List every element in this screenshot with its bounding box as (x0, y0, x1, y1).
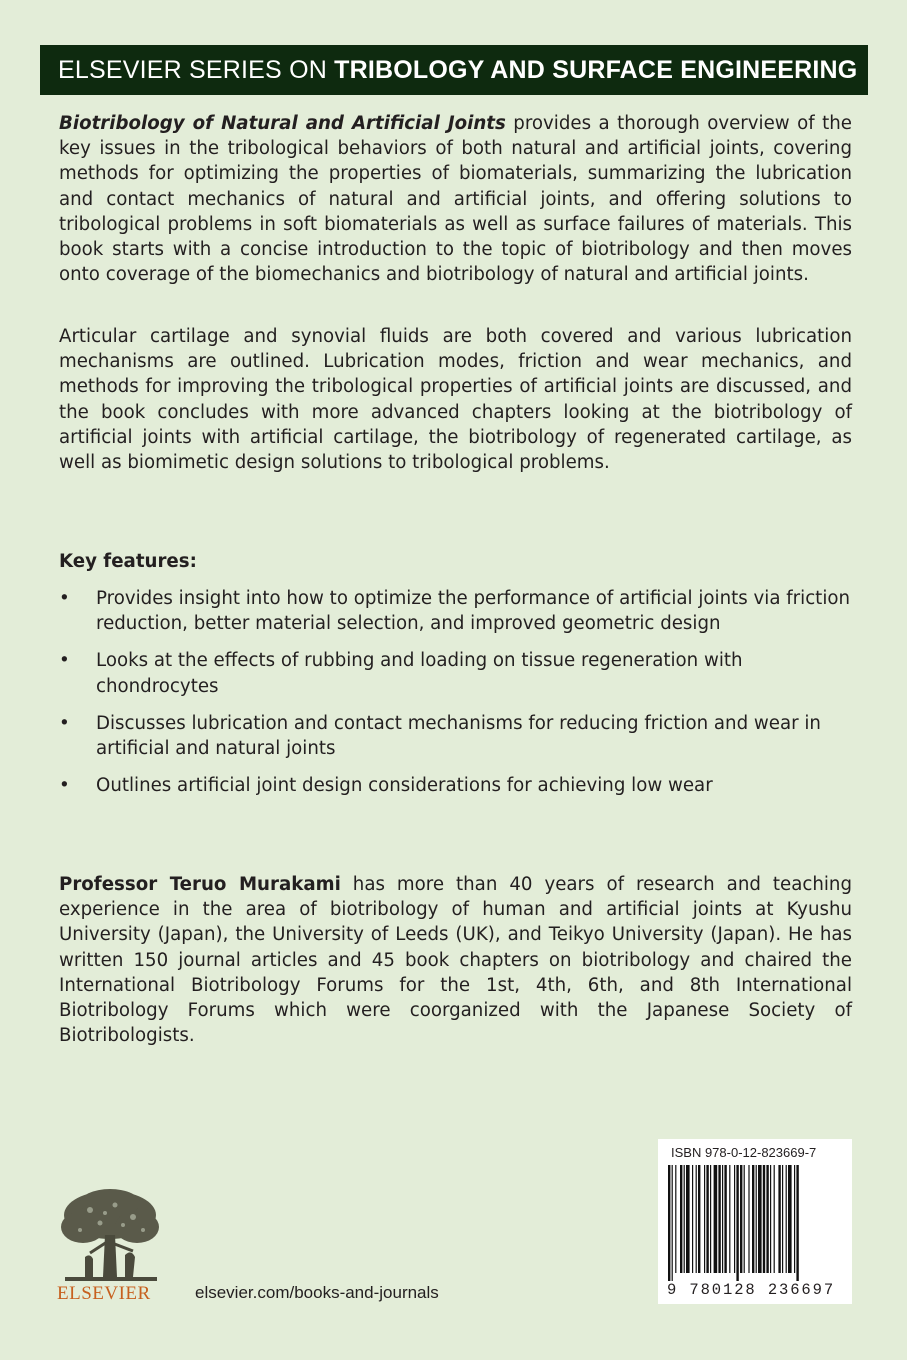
barcode-box (658, 1139, 852, 1304)
barcode-bar (744, 1165, 745, 1273)
feature-text: Looks at the effects of rubbing and loading on tissue regeneration with chondrocytes (96, 650, 743, 697)
list-item (59, 773, 852, 798)
barcode-bar (722, 1165, 723, 1273)
publisher-url[interactable]: elsevier.com/books-and-journals (195, 1283, 439, 1302)
series-prefix: ELSEVIER SERIES ON (58, 56, 335, 84)
isbn-label: ISBN 978-0-12-823669-7 (671, 1145, 817, 1160)
barcode-bar (686, 1165, 690, 1273)
bullet-icon: • (59, 775, 70, 797)
barcode-bar (684, 1165, 685, 1273)
barcode-bar (770, 1165, 771, 1273)
barcode-bar (796, 1165, 798, 1281)
barcode-icon (668, 1165, 844, 1281)
barcode-bar (778, 1165, 780, 1273)
author-bio-text: has more than 40 years of research and teaching experience in the area of biotribology of human and artificial joints at Kyushu University (Japan), the University of Leeds (UK), and Teikyo University (Japan). He has written 150 journal articles and 45 book chapters on biotribology and chaired the International Biotribology Forums for the 1st, 4th, 6th, and 8th International Biotribology Forums which were coorganized with the Japanese Society of Biotribologists. (59, 874, 852, 1047)
barcode-bar (696, 1165, 697, 1273)
barcode-bar (710, 1165, 711, 1273)
description-paragraph-2: Articular cartilage and synovial fluids are both covered and various lubrication mechanisms are outlined. Lubrication modes, friction and wear mechanics, and methods for improving the tribological properties of artificial joints are discussed, and the book concludes with more advanced chapters looking at the biotribology of artificial joints with artificial cartilage, the biotribology of regenerated cartilage, as well as biomimetic design solutions to tribological problems. (59, 326, 852, 474)
barcode-bar (675, 1165, 676, 1273)
barcode-bar (724, 1165, 726, 1273)
barcode-bar (782, 1165, 783, 1273)
barcode-bar (704, 1165, 705, 1273)
barcode-bar (714, 1165, 718, 1273)
series-title: TRIBOLOGY AND SURFACE ENGINEERING (334, 56, 858, 84)
barcode-bar (788, 1165, 792, 1273)
author-name: Professor Teruo Murakami (59, 874, 341, 895)
barcode-bar (680, 1165, 682, 1273)
barcode-bar (698, 1165, 700, 1273)
barcode-bar (766, 1165, 768, 1273)
barcode-bar (794, 1165, 795, 1273)
barcode-bar (734, 1165, 735, 1273)
list-item (59, 586, 852, 636)
barcode-bar (729, 1165, 730, 1273)
barcode-bar (786, 1165, 787, 1273)
key-features-heading: Key features: (59, 551, 197, 572)
barcode-bar (692, 1165, 693, 1273)
barcode-bar (736, 1165, 738, 1281)
bullet-icon: • (59, 650, 70, 672)
bullet-icon: • (59, 712, 70, 734)
series-banner (40, 45, 868, 95)
barcode-bar (763, 1165, 765, 1273)
barcode-bar (774, 1165, 775, 1273)
feature-text: Outlines artificial joint design considerations for achieving low wear (96, 775, 713, 797)
barcode-bar (672, 1165, 673, 1281)
barcode-digits: 9 780128 236697 (667, 1281, 836, 1299)
author-bio (59, 872, 852, 1048)
key-features-list (59, 586, 852, 810)
description-p1-text: provides a thorough overview of the key issues in the tribological behaviors of both natural and artificial joints, covering methods for optimizing the properties of biomaterials, summarizing the lubrication and contact mechanics of natural and artificial joints, and offering solutions to tribological problems in soft biomaterials as well as surface failures of materials. This book starts with a concise introduction to the topic of biotribology and then moves onto coverage of the biomechanics and biotribology of natural and artificial joints. (59, 113, 852, 286)
description-paragraph-1 (59, 111, 852, 287)
barcode-bar (740, 1165, 742, 1273)
bullet-icon: • (59, 588, 70, 609)
feature-text: Discusses lubrication and contact mechanisms for reducing friction and wear in artificial and natural joints (96, 712, 821, 760)
barcode-bar (748, 1165, 749, 1273)
barcode-bar (756, 1165, 757, 1273)
list-item (59, 648, 852, 698)
barcode-bar (668, 1165, 670, 1281)
list-item (59, 711, 852, 761)
barcode-bar (706, 1165, 708, 1273)
barcode-bar (758, 1165, 762, 1273)
barcode-bar (718, 1165, 720, 1273)
feature-text: Provides insight into how to optimize the performance of artificial joints via friction reduction, better material selection, and improved geometric design (96, 588, 851, 635)
book-title: Biotribology of Natural and Artificial Joints (59, 113, 506, 134)
barcode-bar (752, 1165, 754, 1273)
elsevier-logo-text: ELSEVIER (57, 1283, 151, 1304)
